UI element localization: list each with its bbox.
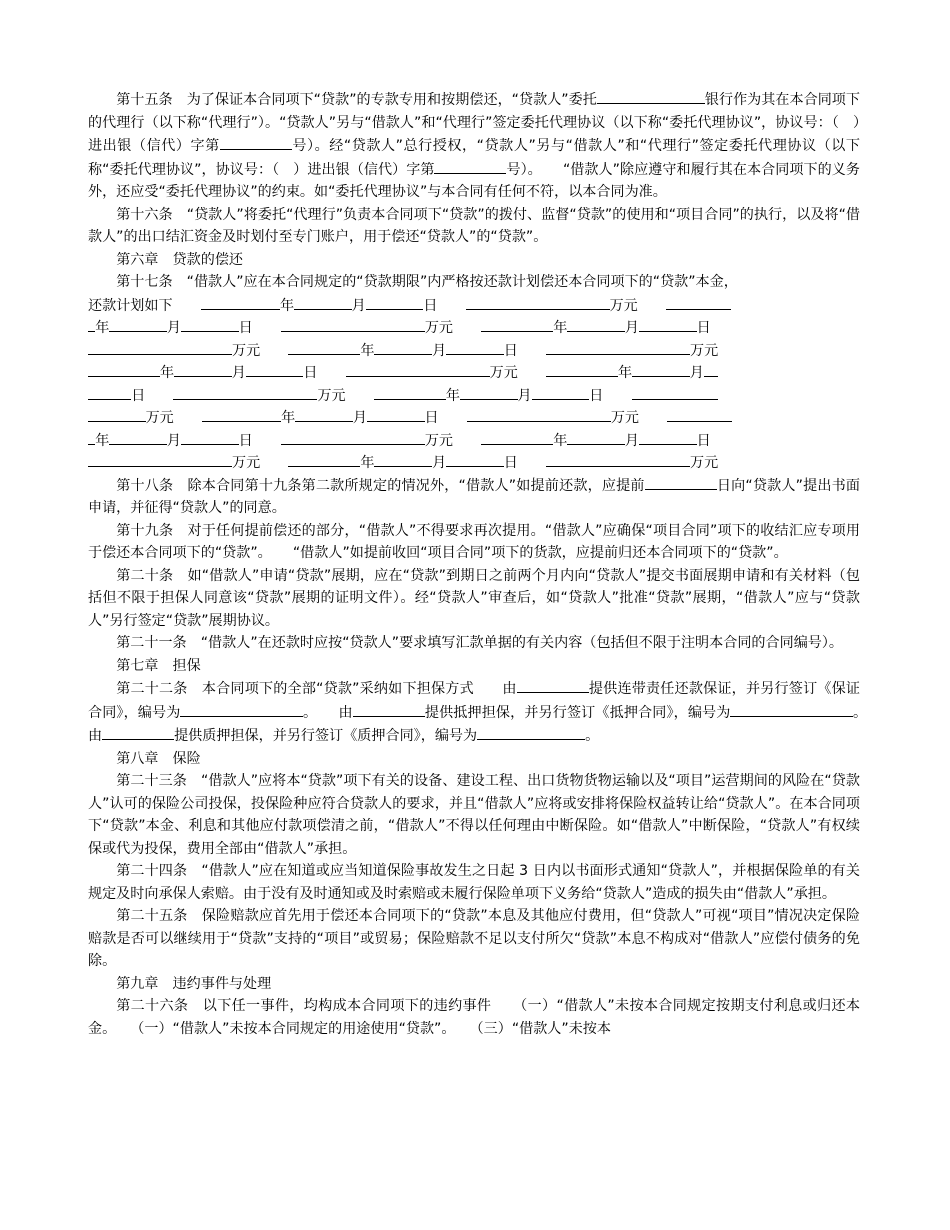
text-run: 月: [351, 297, 366, 314]
article-a22: [88, 677, 889, 748]
text-run: 年: [160, 365, 175, 381]
text-run: 日: [238, 320, 281, 336]
text-run: 。 由: [88, 704, 889, 744]
text-run: 万元: [690, 342, 719, 359]
text-run: 万元: [424, 432, 482, 449]
text-run: 日: [423, 297, 466, 314]
schedule-line: [88, 361, 860, 384]
article-a19: [88, 520, 860, 565]
blank-field[interactable]: [704, 361, 718, 377]
blank-field[interactable]: [632, 361, 690, 377]
text-run: 第六章 贷款的偿还: [116, 251, 244, 268]
text-run: 第二十二条 本合同项下的全部“贷款”采纳如下担保方式 由: [116, 681, 517, 697]
blank-field[interactable]: [281, 429, 425, 445]
text-run: 第十七条 “借款人”应在本合同规定的“贷款期限”内严格按还款计划偿还本合同项下的“贷款”本金，: [116, 274, 738, 290]
blank-field[interactable]: [667, 406, 732, 422]
text-run: 第十五条 为了保证本合同项下“贷款”的专款专用和按期偿还，“贷款人”委托: [116, 92, 597, 108]
repayment-schedule: [88, 294, 860, 474]
text-run: 第二十三条 “借款人”应将本“贷款”项下有关的设备、建设工程、出口货物货物运输以及“项目”运营期间的风险在“贷款人”认可的保险公司投保，投保险种应符合贷款人的要求，并且“借款人”应将或安排将保险权益转让给“贷款人”。在本合同项下“贷款”本金、利息和其他应付款项偿清之前，“借款人”不得以任何理由中断保险。如“借款人”中断保险，“贷款人”有权续保或代为投保，费用全部由“借款人”承担。: [88, 773, 860, 857]
text-run: 。: [585, 728, 600, 744]
text-run: 年: [553, 432, 568, 449]
text-run: 万元: [145, 410, 202, 426]
blank-field[interactable]: [281, 316, 425, 332]
text-run: 第二十五条 保险赔款应首先用于偿还本合同项下的“贷款”本息及其他应付费用，但“贷款人”可视“项目”情况决定保险赔款是否可以继续用于“贷款”支持的“项目”或贸易；保险赔款不足以支付所欠“贷款”本息不构成对“借款人”应偿付债务的免除。: [88, 908, 860, 969]
blank-field[interactable]: [374, 451, 432, 467]
text-run: 月: [231, 365, 246, 381]
text-run: 日: [503, 342, 547, 359]
schedule-line: [88, 429, 860, 452]
schedule-line: [88, 316, 860, 339]
text-run: 年: [360, 455, 375, 471]
text-run: 日: [238, 432, 281, 449]
blank-field[interactable]: [645, 474, 717, 490]
blank-field[interactable]: [639, 429, 697, 445]
text-run: 第二十一条 “借款人”在还款时应按“贷款人”要求填写汇款单据的有关内容（包括但不限于注明本合同的合同编号）。: [116, 635, 844, 651]
text-run: 第十六条 “贷款人”将委托“代理行”负责本合同项下“贷款”的拨付、监督“贷款”的使用和“项目合同”的执行，以及将“借款人”的出口结汇资金及时划付至专门账户，用于偿还“贷款人”的“贷款”。: [88, 206, 860, 245]
text-run: 日: [503, 455, 547, 471]
text-run: 年: [618, 365, 633, 381]
article-a24: [88, 860, 860, 905]
blank-field[interactable]: [632, 384, 718, 400]
blank-field[interactable]: [346, 361, 490, 377]
text-run: 月: [166, 320, 181, 336]
schedule-line: [88, 339, 860, 362]
article-a18: [88, 474, 860, 520]
article-a23: [88, 770, 860, 860]
blank-field[interactable]: [202, 406, 281, 422]
blank-field[interactable]: [567, 429, 625, 445]
text-run: 年: [95, 432, 110, 449]
text-run: 万元: [317, 387, 374, 404]
blank-field[interactable]: [181, 316, 239, 332]
text-run: 万元: [610, 410, 668, 426]
schedule-line: [88, 451, 860, 474]
chapter-heading-c9: [88, 973, 860, 996]
text-run: 日向“贷款人”提出书面申请，并征得“贷款人”的同意。: [88, 477, 860, 516]
blank-field[interactable]: [294, 294, 352, 310]
blank-field[interactable]: [546, 361, 618, 377]
schedule-line: [88, 406, 860, 429]
blank-field[interactable]: [460, 384, 518, 400]
blank-field[interactable]: [173, 384, 317, 400]
text-run: 第七章 担保: [116, 657, 201, 674]
blank-field[interactable]: [467, 406, 611, 422]
article-a16: [88, 204, 860, 249]
blank-field[interactable]: [246, 361, 304, 377]
blank-field[interactable]: [109, 316, 167, 332]
article-a15: [88, 88, 860, 204]
text-run: 第十九条 对于任何提前偿还的部分，“借款人”不得要求再次提用。“借款人”应确保“项目合同”项下的收结汇应专项用于偿还本合同项下的“贷款”。 “借款人”如提前收回“项目合同”项下的货款，应提前归还本合同项下的“贷款”。: [88, 522, 860, 561]
schedule-line: [88, 384, 860, 407]
text-run: 月: [689, 365, 704, 381]
text-run: 第十八条 除本合同第十九条第二款所规定的情况外，“借款人”如提前还款，应提前: [116, 477, 645, 494]
blank-field[interactable]: [481, 316, 553, 332]
blank-field[interactable]: [367, 406, 425, 422]
blank-field[interactable]: [639, 316, 697, 332]
blank-field[interactable]: [88, 406, 146, 422]
blank-field[interactable]: [366, 294, 424, 310]
text-run: 万元: [232, 342, 289, 359]
text-run: 年: [553, 320, 568, 336]
text-run: 日: [696, 320, 711, 336]
text-run: 还款计划如下: [88, 297, 201, 314]
blank-field[interactable]: [88, 361, 160, 377]
chapter-heading-c6: [88, 249, 860, 272]
article-a20: [88, 565, 860, 633]
schedule-line: [88, 294, 860, 317]
text-run: 年: [279, 297, 295, 314]
text-run: 年: [95, 320, 110, 336]
blank-field[interactable]: [477, 724, 585, 740]
article-a26: [88, 995, 860, 1040]
blank-field[interactable]: [446, 451, 504, 467]
blank-field[interactable]: [88, 339, 232, 355]
blank-field[interactable]: [466, 294, 610, 310]
blank-field[interactable]: [288, 339, 360, 355]
text-run: 号）。 “借款人”除应遵守和履行其在本合同项下的义务外，还应受“委托代理协议”的约束。如“委托代理协议”与本合同有任何不符，以本合同为准。: [88, 161, 860, 200]
chapter-heading-c7: [88, 655, 860, 678]
article-a17: [88, 271, 860, 294]
blank-field[interactable]: [174, 361, 232, 377]
blank-field[interactable]: [546, 339, 690, 355]
blank-field[interactable]: [295, 406, 353, 422]
text-run: 第二十条 如“借款人”申请“贷款”展期，应在“贷款”到期日之前两个月内向“贷款人”提交书面展期申请和有关材料（包括但不限于担保人同意该“贷款”展期的证明文件）。经“贷款人”审查后，如“贷款人”批准“贷款”展期，“借款人”应与“贷款人”另行签定“贷款”展期协议。: [88, 567, 860, 629]
text-run: 年: [360, 342, 375, 359]
text-run: 日: [303, 365, 346, 381]
text-run: 月: [624, 320, 639, 336]
document-page: [88, 88, 889, 1040]
text-run: 第八章 保险: [116, 750, 201, 767]
text-run: 月: [432, 455, 447, 471]
text-run: 月: [624, 432, 639, 449]
text-run: 年: [445, 387, 460, 404]
text-run: 万元: [489, 365, 547, 381]
text-run: 日: [424, 410, 467, 426]
text-run: 提供抵押担保，并另行签订《抵押合同》，编号为: [424, 704, 731, 721]
text-run: 年: [281, 410, 296, 426]
blank-field[interactable]: [353, 701, 425, 717]
blank-field[interactable]: [102, 724, 174, 740]
chapter-heading-c8: [88, 748, 860, 771]
text-run: 第二十六条 以下任一事件，均构成本合同项下的违约事件 （一）“借款人”未按本合同规定按期支付利息或归还本金。 （一）“借款人”未按本合同规定的用途使用“贷款”。 （三）“借款人”未按本: [88, 998, 860, 1037]
blank-field[interactable]: [374, 384, 446, 400]
blank-field[interactable]: [220, 134, 292, 150]
blank-field[interactable]: [517, 677, 589, 693]
blank-field[interactable]: [180, 701, 302, 717]
blank-field[interactable]: [88, 451, 232, 467]
text-run: 万元: [424, 320, 482, 336]
text-run: 第二十四条 “借款人”应在知道或应当知道保险事故发生之日起 3 日内以书面形式通知“贷款人”，并根据保险单的有关规定及时向承保人索赔。由于没有及时通知或及时索赔或未履行保险单项下义务给“贷款人”造成的损失由“借款人”承担。: [88, 863, 860, 902]
text-run: 月: [432, 342, 447, 359]
text-run: 号）。经“贷款人”总行授权，“贷款人”另与“借款人”和“代理行”签定委托代理协议（以下称“委托代理协议”，协议号：（ ）进出银（信代）字第: [88, 138, 861, 178]
blank-field[interactable]: [434, 158, 506, 174]
text-run: 。 由: [302, 704, 353, 721]
text-run: 万元: [232, 455, 289, 471]
blank-field[interactable]: [532, 384, 590, 400]
blank-field[interactable]: [109, 429, 167, 445]
blank-field[interactable]: [481, 429, 553, 445]
blank-field[interactable]: [288, 451, 360, 467]
text-run: 日: [589, 387, 632, 404]
blank-field[interactable]: [730, 701, 852, 717]
text-run: 日: [696, 432, 711, 449]
text-run: 月: [352, 410, 367, 426]
blank-field[interactable]: [181, 429, 239, 445]
contract-articles-18-26: [88, 474, 889, 1041]
article-a25: [88, 905, 860, 973]
blank-field[interactable]: [597, 88, 705, 104]
text-run: 万元: [690, 455, 719, 471]
text-run: 银行作为其在本合同项下的代理行（以下称“代理行”）。“贷款人”另与“借款人”和“代理行”签定委托代理协议（以下称“委托代理协议”，协议号：（ ）进出银（信代）字第: [88, 92, 861, 154]
blank-field[interactable]: [666, 294, 731, 310]
blank-field[interactable]: [567, 316, 625, 332]
blank-field[interactable]: [88, 384, 131, 400]
blank-field[interactable]: [374, 339, 432, 355]
text-run: 提供连带责任还款保证，并另行签订《保证合同》，编号为: [88, 681, 861, 721]
text-run: 月: [517, 387, 532, 404]
blank-field[interactable]: [201, 294, 280, 310]
contract-articles-15-17: [88, 88, 860, 294]
blank-field[interactable]: [546, 451, 690, 467]
text-run: 第九章 违约事件与处理: [116, 975, 272, 992]
article-a21: [88, 632, 860, 655]
text-run: 日: [131, 387, 174, 404]
text-run: 提供质押担保，并另行签订《质押合同》，编号为: [174, 728, 478, 744]
blank-field[interactable]: [446, 339, 504, 355]
text-run: 万元: [609, 297, 666, 314]
text-run: 月: [166, 432, 181, 449]
